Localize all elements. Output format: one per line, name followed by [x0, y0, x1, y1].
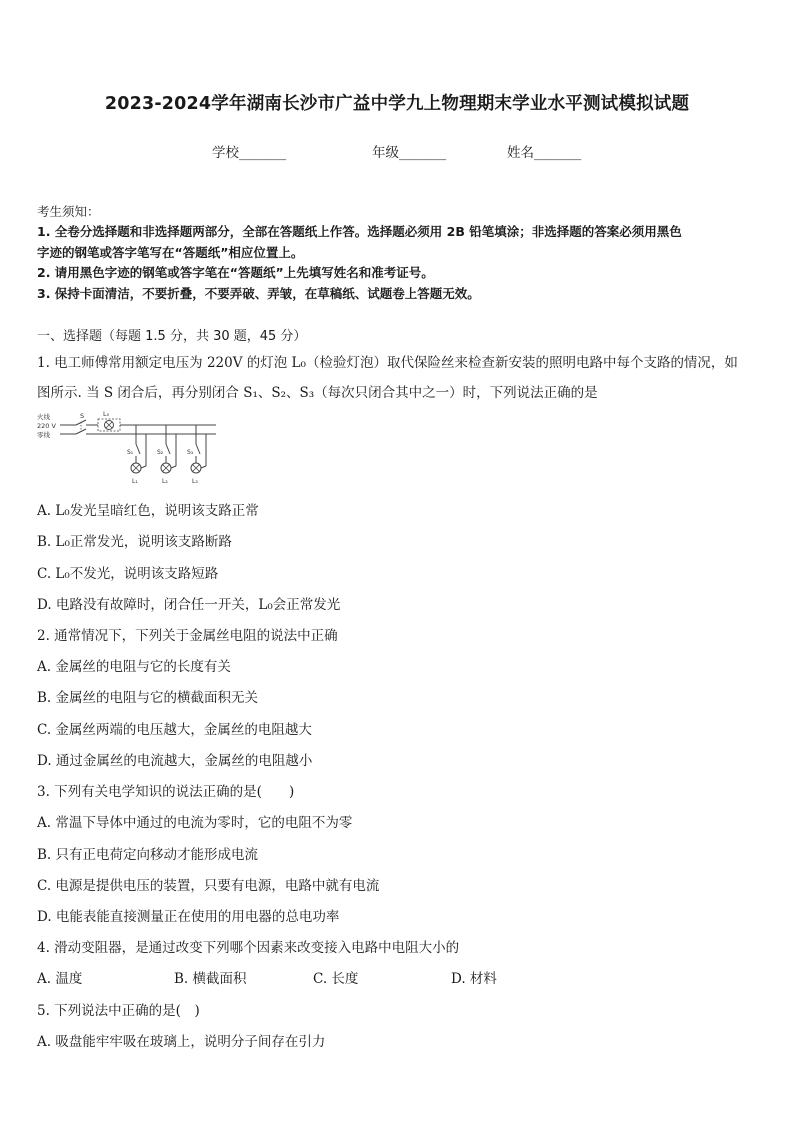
diagram-b2-label: L₂: [162, 478, 168, 485]
section-heading: 一、选择题（每题 1.5 分，共 30 题，45 分）: [37, 329, 307, 344]
question-1-line-2: 图所示. 当 S 闭合后，再分别闭合 S₁、S₂、S₃（每次只闭合其中之一）时，下列说法正确的是: [37, 385, 598, 401]
school-field: 学校_______: [212, 145, 287, 161]
q2-option-d: D. 通过金属丝的电流越大，金属丝的电阻越小: [37, 753, 313, 769]
q4-option-b: B. 横截面积: [174, 971, 247, 987]
diagram-s2-label: S₂: [157, 449, 164, 456]
q3-option-d: D. 电能表能直接测量正在使用的用电器的总电功率: [37, 909, 340, 925]
q2-option-c: C. 金属丝两端的电压越大，金属丝的电阻越大: [37, 722, 312, 738]
q1-option-c: C. L₀不发光，说明该支路短路: [37, 566, 219, 582]
notice-line-2: 字迹的钢笔或答字笔写在“答题纸”相应位置上。: [37, 245, 304, 260]
q1-option-d: D. 电路没有故障时，闭合任一开关，L₀会正常发光: [37, 597, 341, 613]
q4-option-a: A. 温度: [37, 971, 83, 987]
diagram-b1-label: L₁: [132, 478, 138, 485]
diagram-s-label: S: [80, 412, 85, 420]
circuit-diagram: [36, 410, 226, 490]
question-2-stem: 2. 通常情况下，下列关于金属丝电阻的说法中正确: [37, 628, 338, 644]
question-3-stem: 3. 下列有关电学知识的说法正确的是( ): [37, 784, 295, 800]
q1-option-b: B. L₀正常发光，说明该支路断路: [37, 534, 232, 550]
diagram-b3-label: L₃: [192, 478, 198, 485]
question-1-line-1: 1. 电工师傅常用额定电压为 220V 的灯泡 L₀（检验灯泡）取代保险丝来检查新安装的照明电路中每个支路的情况，如: [37, 355, 738, 371]
q4-option-d: D. 材料: [451, 971, 497, 987]
grade-field: 年级_______: [372, 145, 447, 161]
notice-line-3: 2. 请用黑色字迹的钢笔或答字笔在“答题纸”上先填写姓名和准考证号。: [37, 265, 434, 280]
diagram-live-label: 火线: [37, 413, 50, 421]
q3-option-b: B. 只有正电荷定向移动才能形成电流: [37, 847, 259, 863]
q2-option-a: A. 金属丝的电阻与它的长度有关: [37, 659, 231, 675]
q2-option-b: B. 金属丝的电阻与它的横截面积无关: [37, 690, 259, 706]
q3-option-c: C. 电源是提供电压的装置，只要有电源，电路中就有电流: [37, 878, 380, 894]
page-title: 2023-2024学年湖南长沙市广益中学九上物理期末学业水平测试模拟试题: [104, 94, 690, 114]
diagram-s1-label: S₁: [127, 449, 134, 456]
q5-option-a: A. 吸盘能牢牢吸在玻璃上，说明分子间存在引力: [37, 1034, 326, 1050]
notice-line-1: 1. 全卷分选择题和非选择题两部分，全部在答题纸上作答。选择题必须用 2B 铅笔填涂；非选择题的答案必须用黑色: [37, 224, 682, 239]
notice-line-4: 3. 保持卡面清洁，不要折叠，不要弄破、弄皱，在草稿纸、试题卷上答题无效。: [37, 286, 480, 301]
notice-heading: 考生须知：: [37, 204, 100, 219]
diagram-neutral-label: 零线: [37, 431, 50, 439]
diagram-s3-label: S₃: [187, 449, 194, 456]
diagram-l0-label: L₀: [103, 410, 110, 418]
diagram-voltage-label: 220 V: [37, 422, 56, 430]
question-5-stem: 5. 下列说法中正确的是( ): [37, 1003, 200, 1019]
q3-option-a: A. 常温下导体中通过的电流为零时，它的电阻不为零: [37, 815, 353, 831]
name-field: 姓名_______: [507, 145, 582, 161]
q4-option-c: C. 长度: [313, 971, 359, 987]
question-4-stem: 4. 滑动变阻器，是通过改变下列哪个因素来改变接入电路中电阻大小的: [37, 940, 460, 956]
q1-option-a: A. L₀发光呈暗红色，说明该支路正常: [37, 503, 259, 519]
